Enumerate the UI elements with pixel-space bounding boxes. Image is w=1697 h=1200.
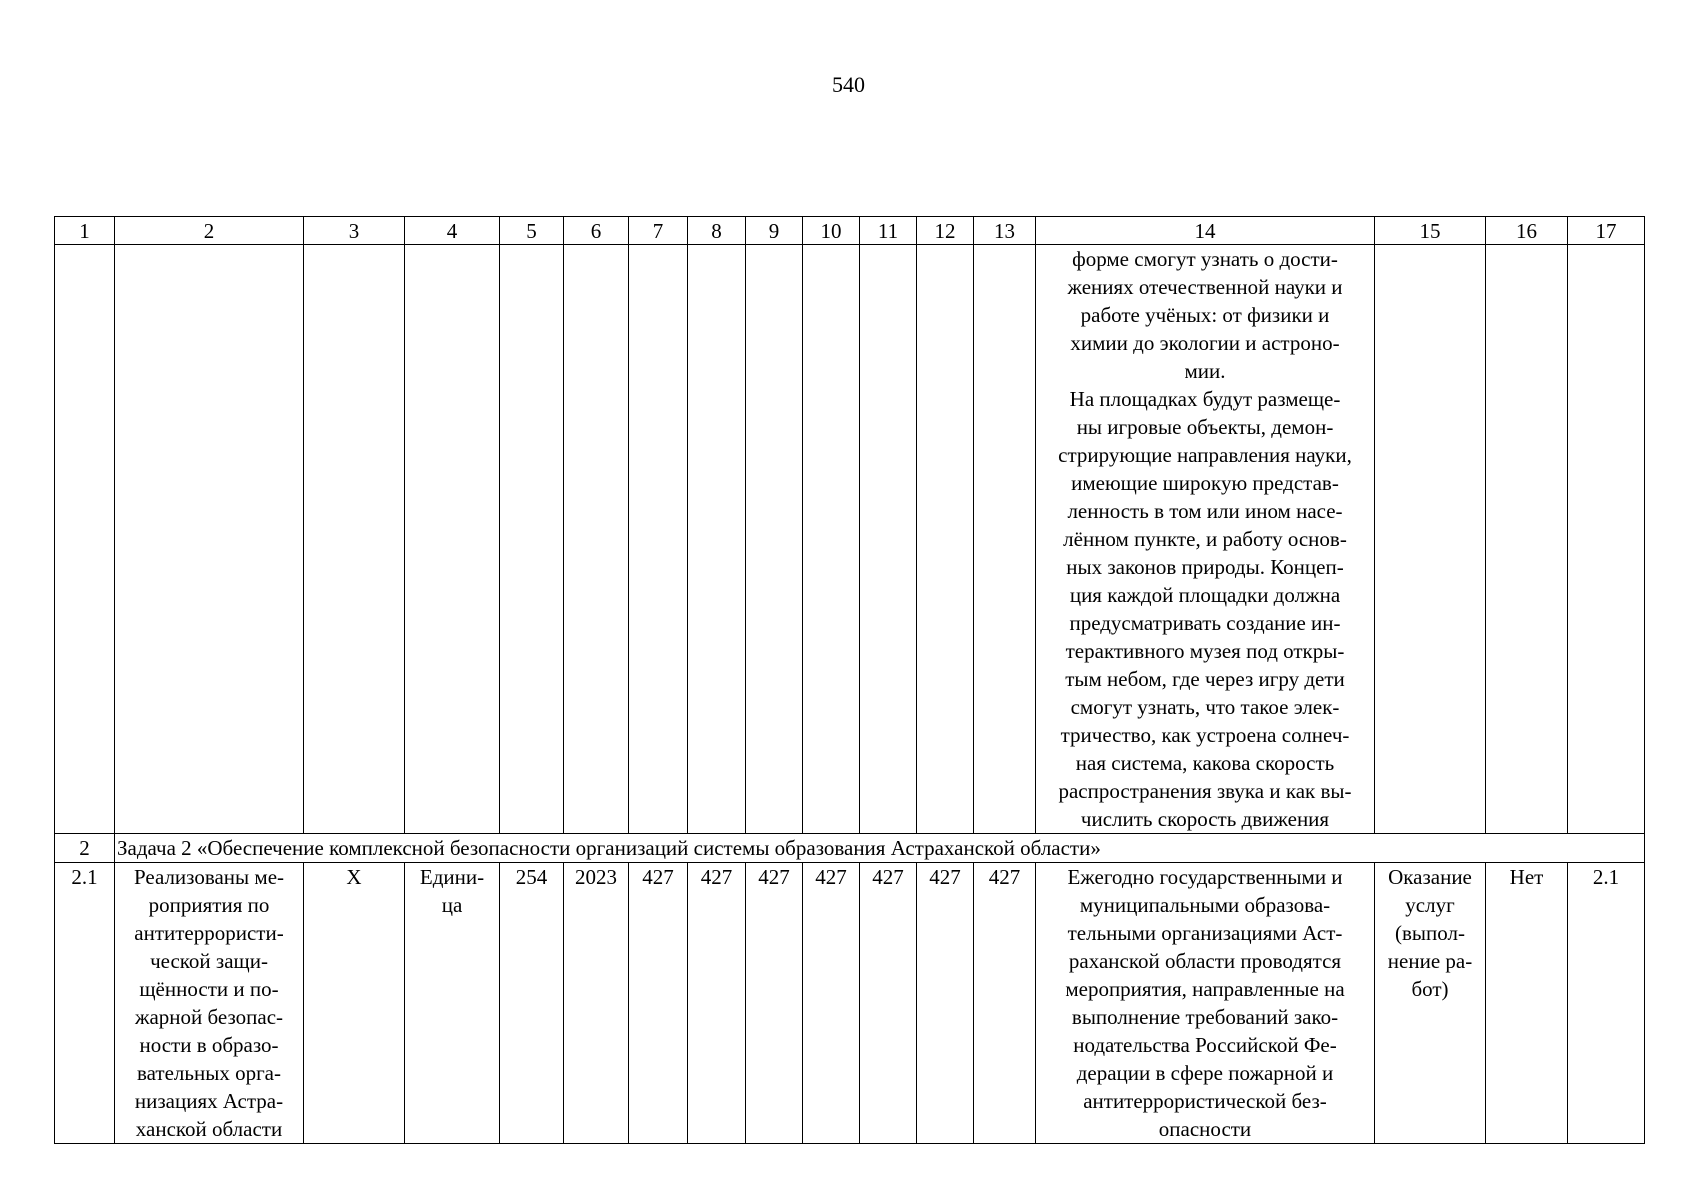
header-cell: 2 [115, 217, 304, 245]
empty-cell [803, 245, 860, 834]
empty-cell [860, 245, 917, 834]
continuation-row [55, 245, 1645, 834]
empty-cell [55, 245, 115, 834]
header-cell: 8 [688, 217, 746, 245]
empty-cell [115, 245, 304, 834]
ref-cell: 2.1 [1568, 863, 1645, 1144]
task-title-cell: Задача 2 «Обеспечение комплексной безопасности организаций системы образования Астраханской области» [115, 834, 1645, 863]
base-value-cell: 254 [500, 863, 564, 1144]
empty-cell [629, 245, 688, 834]
empty-cell [746, 245, 803, 834]
description-continuation-cell: форме смогут узнать о дости- жениях отечественной науки и работе учёных: от физики и химии до экологии и астроно- мии. На площадках будут размеще- ны игровые объекты, демон- стрирующие направления науки, имеющие широкую представ- ленность в том или ином насе- лённом пункте, и работу основ- ных законов природы. Концеп- ция каждой площадки должна предусматривать создание ин- терактивного музея под откры- тым небом, где через игру дети смогут узнать, что такое элек- тричество, как устроена солнеч- ная система, какова скорость распространения звука и как вы- числить скорость движения [1036, 245, 1375, 834]
value-cell: 427 [917, 863, 974, 1144]
empty-cell [688, 245, 746, 834]
empty-cell [500, 245, 564, 834]
header-cell: 16 [1486, 217, 1568, 245]
empty-cell [917, 245, 974, 834]
header-cell: 4 [405, 217, 500, 245]
base-year-cell: 2023 [564, 863, 629, 1144]
description-cell: Ежегодно государственными и муниципальными образова- тельными организациями Аст- раханской области проводятся мероприятия, направленные на выполнение требований зако- нодательства Российской Фе- дерации в сфере пожарной и антитеррористической без- опасности [1036, 863, 1375, 1144]
header-cell: 15 [1375, 217, 1486, 245]
header-cell: 17 [1568, 217, 1645, 245]
type-cell: Оказание услуг (выпол- нение ра- бот) [1375, 863, 1486, 1144]
header-cell: 10 [803, 217, 860, 245]
header-row [55, 217, 1645, 245]
header-cell: 5 [500, 217, 564, 245]
indicators-table [54, 216, 1645, 1144]
header-cell: 6 [564, 217, 629, 245]
header-cell: 12 [917, 217, 974, 245]
value-cell: 427 [860, 863, 917, 1144]
header-cell: 9 [746, 217, 803, 245]
empty-cell [1568, 245, 1645, 834]
task-row [55, 834, 1645, 863]
header-cell: 3 [304, 217, 405, 245]
header-cell: 7 [629, 217, 688, 245]
header-cell: 11 [860, 217, 917, 245]
page-number: 540 [832, 72, 865, 97]
value-cell: 427 [629, 863, 688, 1144]
value-cell: 427 [746, 863, 803, 1144]
empty-cell [1486, 245, 1568, 834]
empty-cell [304, 245, 405, 834]
cell-col3: Х [304, 863, 405, 1144]
empty-cell [564, 245, 629, 834]
indicator-row-2-1 [55, 863, 1645, 1144]
empty-cell [405, 245, 500, 834]
unit-cell: Едини- ца [405, 863, 500, 1144]
header-cell: 13 [974, 217, 1036, 245]
row-number-cell: 2.1 [55, 863, 115, 1144]
value-cell: 427 [803, 863, 860, 1144]
value-cell: 427 [688, 863, 746, 1144]
empty-cell [1375, 245, 1486, 834]
task-number-cell: 2 [55, 834, 115, 863]
value-cell: 427 [974, 863, 1036, 1144]
empty-cell [974, 245, 1036, 834]
header-cell: 14 [1036, 217, 1375, 245]
flag-cell: Нет [1486, 863, 1568, 1144]
indicator-name-cell: Реализованы ме- роприятия по антитеррористи- ческой защи- щённости и по- жарной безопас- ности в образо- вательных орга- низациях Астра- ханской области [115, 863, 304, 1144]
header-cell: 1 [55, 217, 115, 245]
